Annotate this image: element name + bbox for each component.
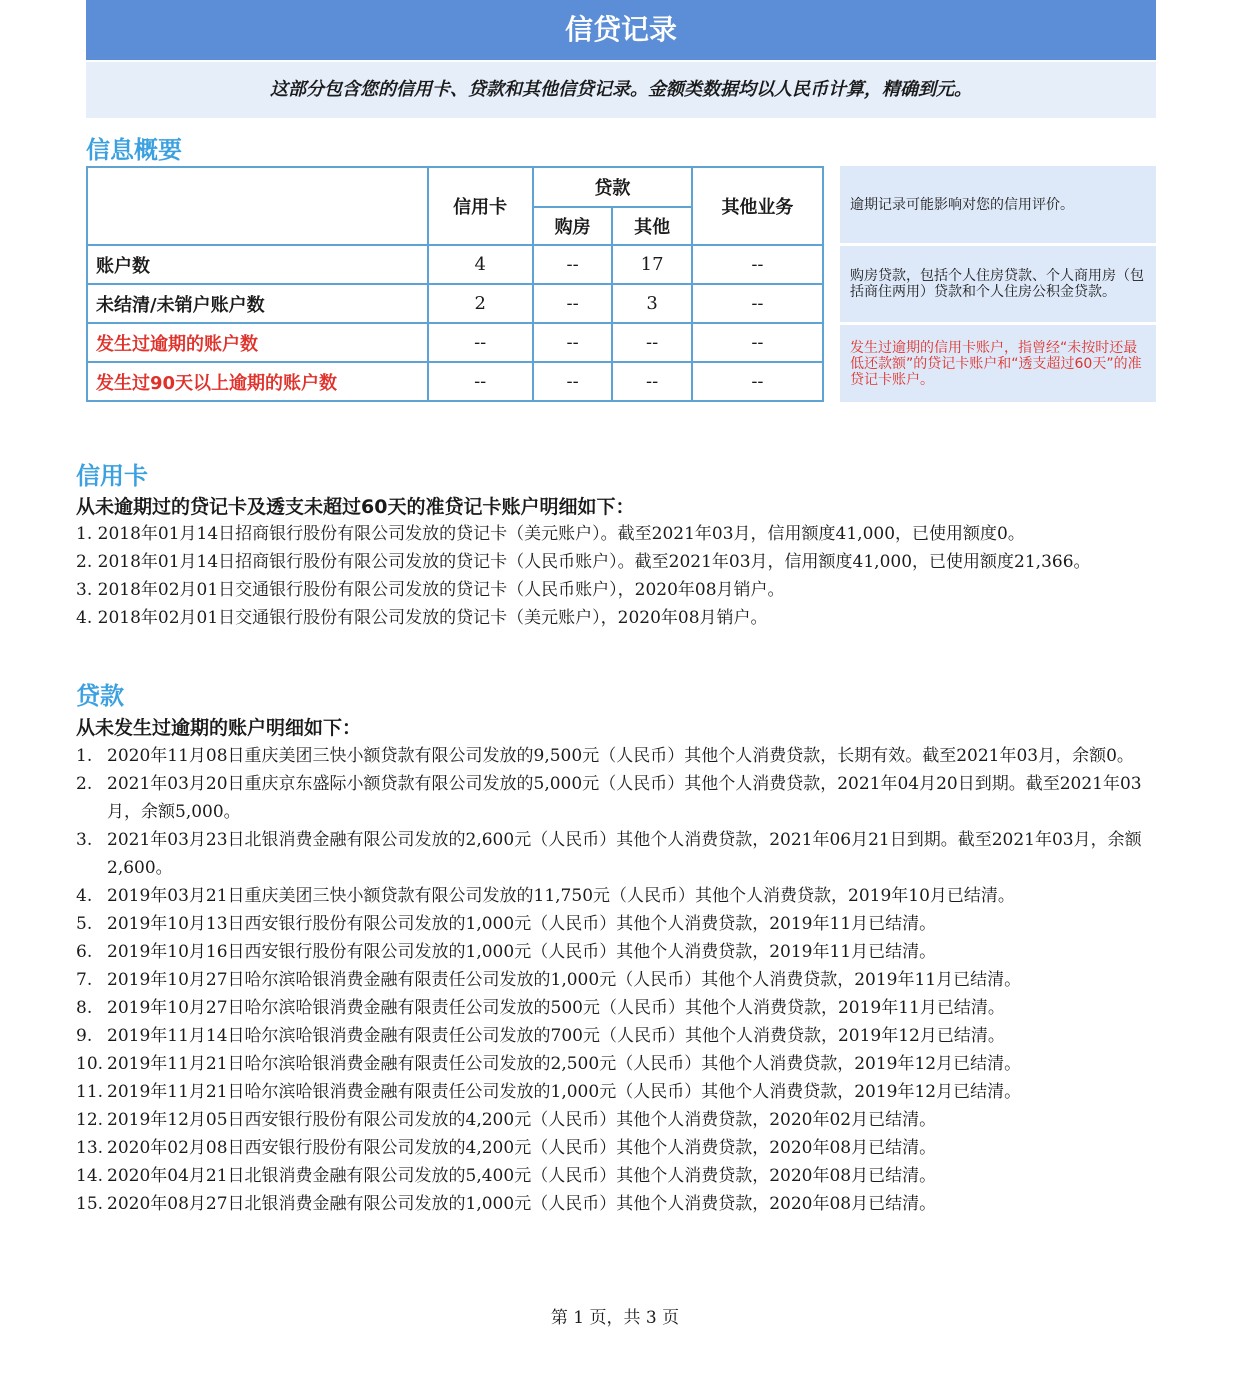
credit-card-heading: 信用卡 — [76, 462, 148, 490]
note-overdue: 逾期记录可能影响对您的信用评价。 — [840, 166, 1156, 243]
table-row — [87, 245, 823, 284]
note-overdue-card: 发生过逾期的信用卡账户，指曾经“未按时还最低还款额”的贷记卡账户和“透支超过60天”的准贷记卡账户。 — [840, 325, 1156, 402]
cell: -- — [612, 323, 692, 362]
col-housing: 购房 — [533, 207, 613, 245]
list-item: 3. 2021年03月23日北银消费金融有限公司发放的2,600元（人民币）其他个人消费贷款，2021年06月21日到期。截至2021年03月，余额2,600。 — [76, 830, 1142, 878]
overview-table — [86, 166, 824, 402]
cell: -- — [428, 362, 533, 401]
cell: 2 — [428, 284, 533, 323]
list-item: 2. 2018年01月14日招商银行股份有限公司发放的贷记卡（人民币账户）。截至2021年03月，信用额度41,000，已使用额度21,366。 — [76, 552, 1091, 572]
cell: 3 — [612, 284, 692, 323]
list-item: 10. 2019年11月21日哈尔滨哈银消费金融有限责任公司发放的2,500元（人民币）其他个人消费贷款，2019年12月已结清。 — [76, 1054, 1022, 1074]
section-description: 这部分包含您的信用卡、贷款和其他信贷记录。金额类数据均以人民币计算，精确到元。 — [86, 62, 1156, 118]
table-row — [87, 284, 823, 323]
table-row — [87, 362, 823, 401]
cell: 17 — [612, 245, 692, 284]
cell: -- — [533, 323, 613, 362]
cell: -- — [612, 362, 692, 401]
overview-heading: 信息概要 — [86, 136, 182, 164]
cell: -- — [428, 323, 533, 362]
list-item: 7. 2019年10月27日哈尔滨哈银消费金融有限责任公司发放的1,000元（人民币）其他个人消费贷款，2019年11月已结清。 — [76, 970, 1022, 990]
list-item: 13. 2020年02月08日西安银行股份有限公司发放的4,200元（人民币）其他个人消费贷款，2020年08月已结清。 — [76, 1138, 937, 1158]
cell: -- — [692, 284, 823, 323]
list-item: 6. 2019年10月16日西安银行股份有限公司发放的1,000元（人民币）其他个人消费贷款，2019年11月已结清。 — [76, 942, 937, 962]
list-item: 1. 2018年01月14日招商银行股份有限公司发放的贷记卡（美元账户）。截至2021年03月，信用额度41,000，已使用额度0。 — [76, 524, 1025, 544]
page-number: 第 1 页，共 3 页 — [550, 1308, 680, 1328]
cell: -- — [692, 362, 823, 401]
row-label: 发生过逾期的账户数 — [87, 323, 428, 362]
note-housing-loan: 购房贷款，包括个人住房贷款、个人商用房（包括商住两用）贷款和个人住房公积金贷款。 — [840, 246, 1156, 322]
overview-notes — [840, 166, 1156, 405]
loans-subheading: 从未发生过逾期的账户明细如下： — [76, 717, 362, 739]
list-item: 8. 2019年10月27日哈尔滨哈银消费金融有限责任公司发放的500元（人民币）其他个人消费贷款，2019年11月已结清。 — [76, 998, 1005, 1018]
cell: 4 — [428, 245, 533, 284]
list-item: 4. 2018年02月01日交通银行股份有限公司发放的贷记卡（美元账户），2020年08月销户。 — [76, 608, 768, 628]
col-credit-card: 信用卡 — [428, 167, 533, 245]
table-corner — [87, 167, 428, 245]
cell: -- — [533, 245, 613, 284]
list-item: 14. 2020年04月21日北银消费金融有限公司发放的5,400元（人民币）其他个人消费贷款，2020年08月已结清。 — [76, 1166, 937, 1186]
col-loan: 贷款 — [533, 167, 692, 207]
list-item: 15. 2020年08月27日北银消费金融有限公司发放的1,000元（人民币）其他个人消费贷款，2020年08月已结清。 — [76, 1194, 937, 1214]
table-row — [87, 323, 823, 362]
list-item: 1. 2020年11月08日重庆美团三快小额贷款有限公司发放的9,500元（人民币）其他个人消费贷款，长期有效。截至2021年03月，余额0。 — [76, 746, 1134, 766]
col-other: 其他 — [612, 207, 692, 245]
cell: -- — [692, 323, 823, 362]
loans-heading: 贷款 — [76, 682, 124, 710]
list-item: 2. 2021年03月20日重庆京东盛际小额贷款有限公司发放的5,000元（人民币）其他个人消费贷款，2021年04月20日到期。截至2021年03月，余额5,000。 — [76, 774, 1142, 822]
cell: -- — [692, 245, 823, 284]
list-item: 4. 2019年03月21日重庆美团三快小额贷款有限公司发放的11,750元（人民币）其他个人消费贷款，2019年10月已结清。 — [76, 886, 1015, 906]
list-item: 12. 2019年12月05日西安银行股份有限公司发放的4,200元（人民币）其他个人消费贷款，2020年02月已结清。 — [76, 1110, 937, 1130]
list-item: 3. 2018年02月01日交通银行股份有限公司发放的贷记卡（人民币账户），2020年08月销户。 — [76, 580, 785, 600]
col-other-business: 其他业务 — [692, 167, 823, 245]
loans-list — [76, 742, 1164, 1218]
row-label: 账户数 — [87, 245, 428, 284]
list-item: 9. 2019年11月14日哈尔滨哈银消费金融有限责任公司发放的700元（人民币）其他个人消费贷款，2019年12月已结清。 — [76, 1026, 1005, 1046]
row-label: 发生过90天以上逾期的账户数 — [87, 362, 428, 401]
list-item: 5. 2019年10月13日西安银行股份有限公司发放的1,000元（人民币）其他个人消费贷款，2019年11月已结清。 — [76, 914, 937, 934]
credit-card-subheading: 从未逾期过的贷记卡及透支未超过60天的准贷记卡账户明细如下： — [76, 496, 635, 518]
row-label: 未结清/未销户账户数 — [87, 284, 428, 323]
list-item: 11. 2019年11月21日哈尔滨哈银消费金融有限责任公司发放的1,000元（人民币）其他个人消费贷款，2019年12月已结清。 — [76, 1082, 1022, 1102]
cell: -- — [533, 284, 613, 323]
section-title: 信贷记录 — [86, 0, 1156, 60]
cell: -- — [533, 362, 613, 401]
credit-card-list — [76, 520, 1091, 632]
